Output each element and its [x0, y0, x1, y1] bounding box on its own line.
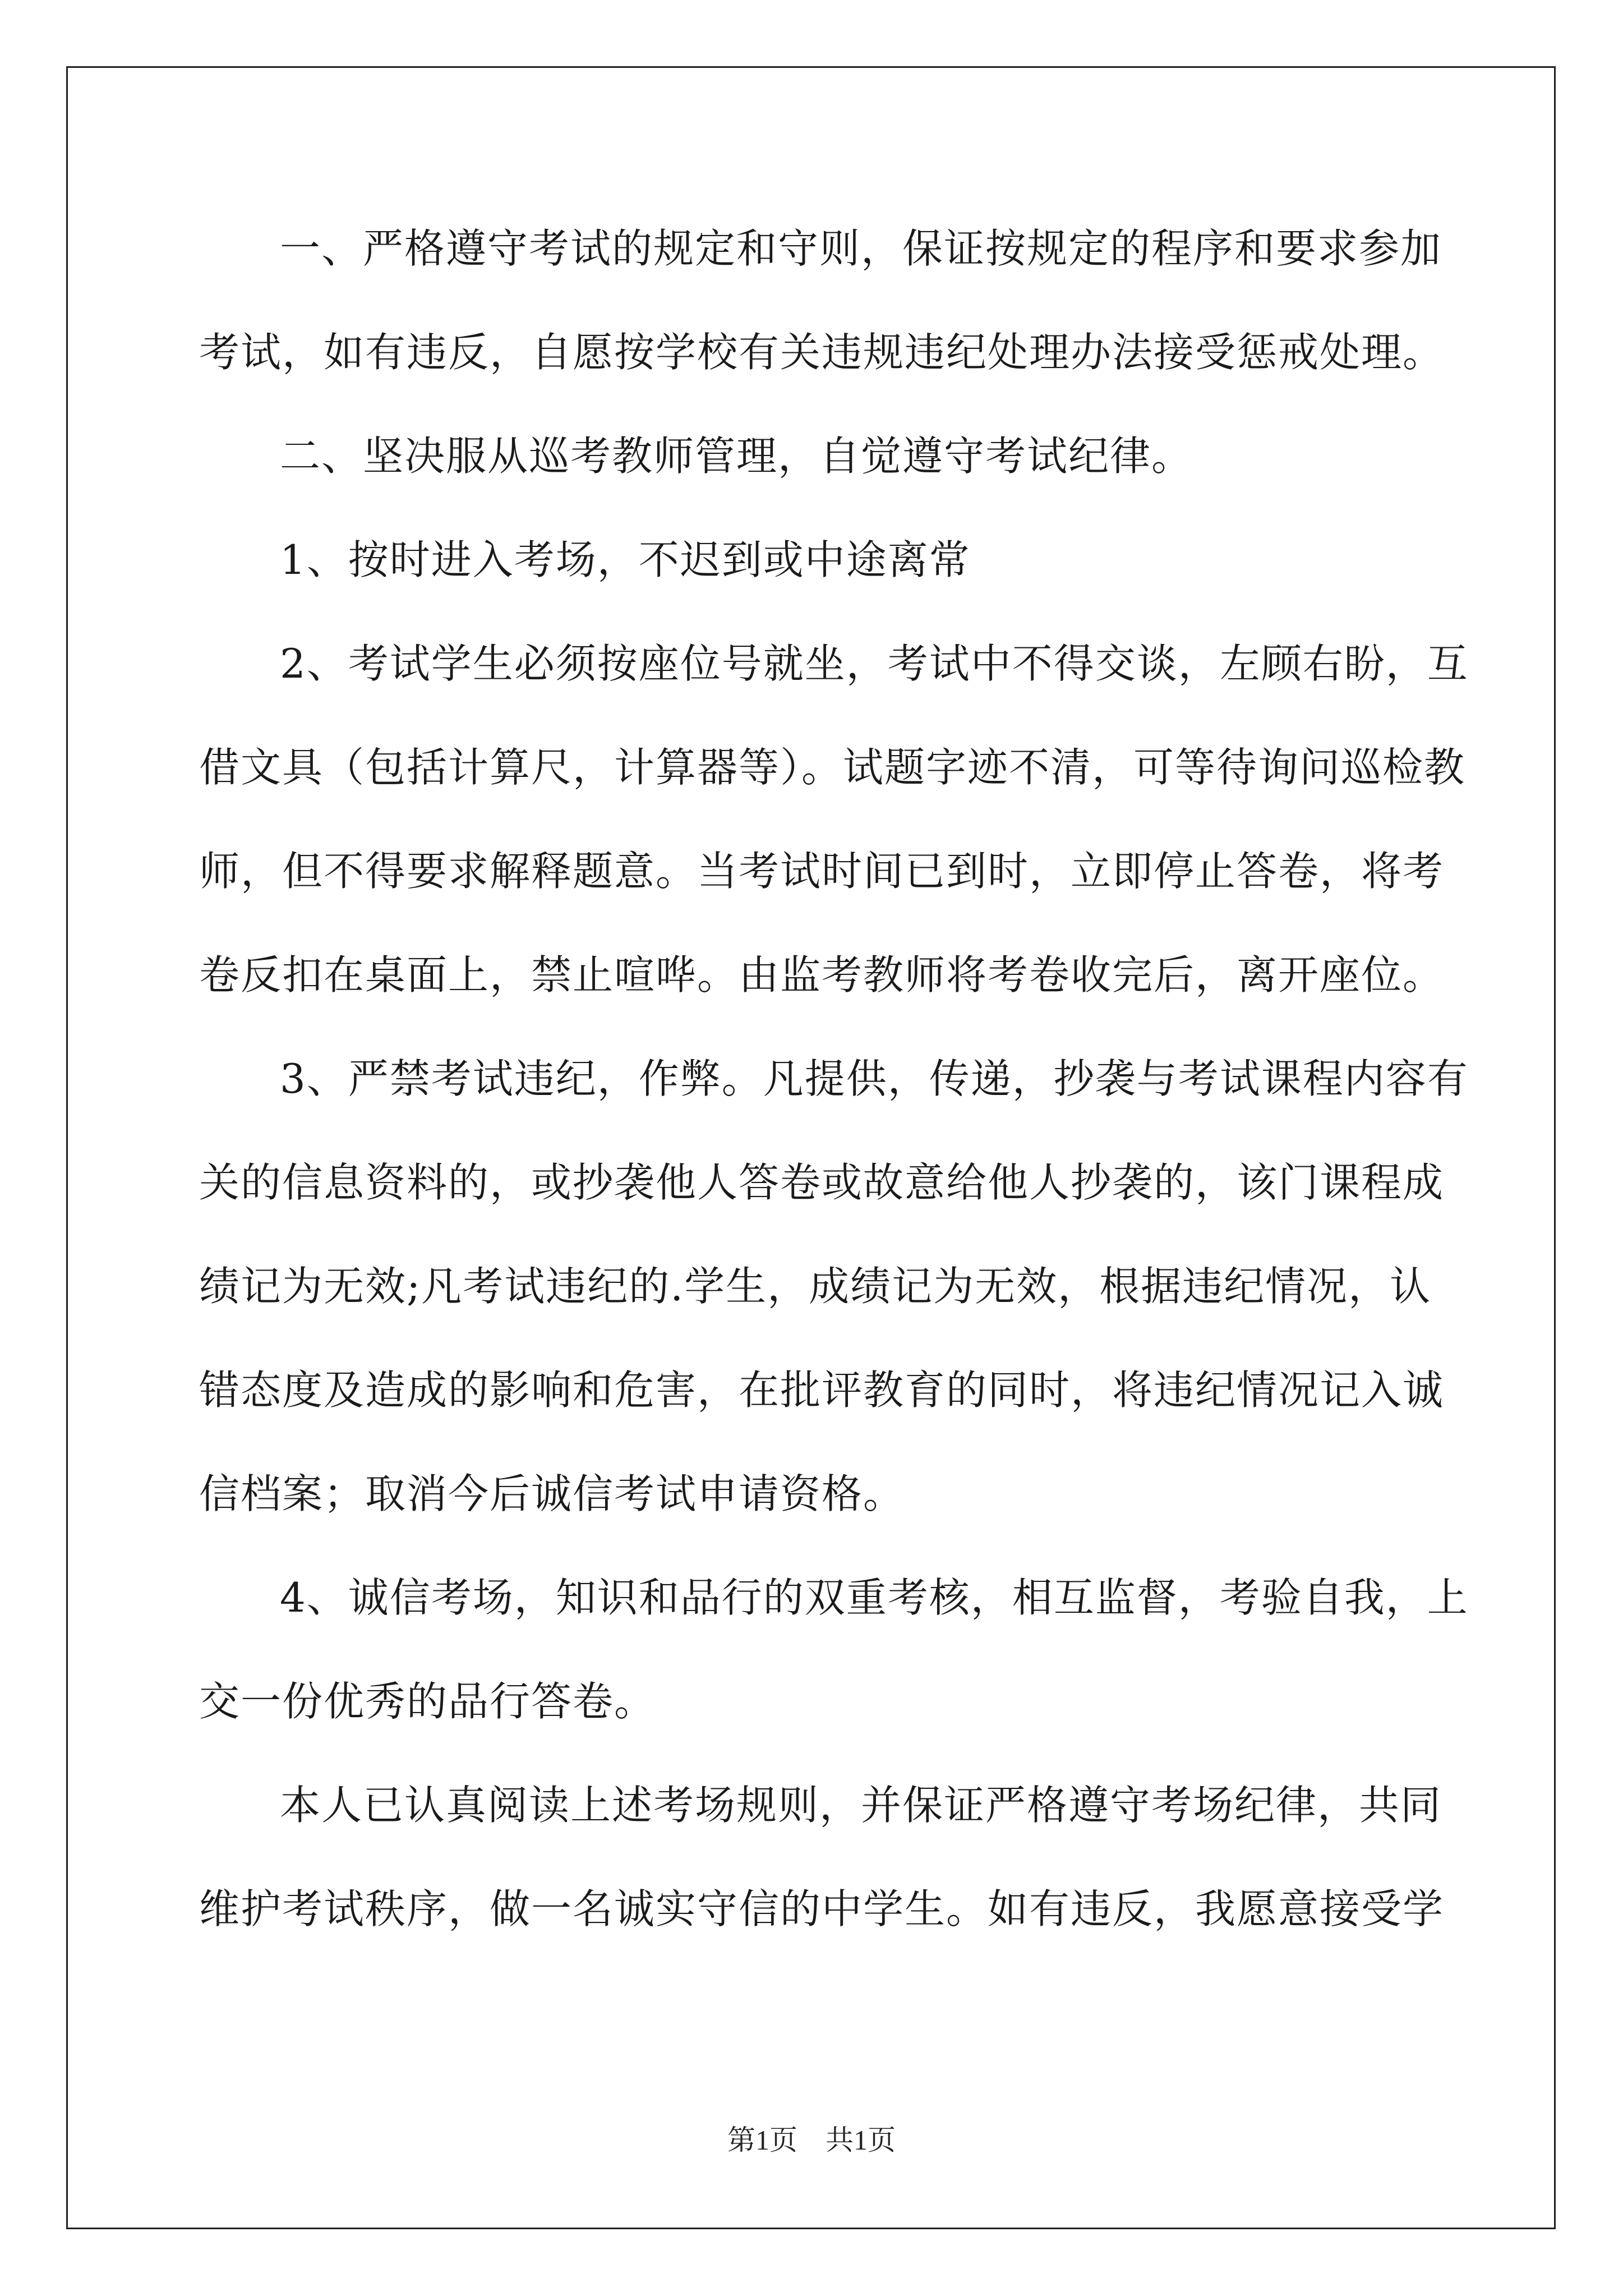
paragraph-line: 错态度及造成的影响和危害，在批评教育的同时，将违纪情况记入诚 [199, 1366, 1445, 1414]
paragraph-line: 二、坚决服从巡考教师管理，自觉遵守考试纪律。 [280, 432, 1193, 480]
paragraph-line: 卷反扣在桌面上，禁止喧哗。由监考教师将考卷收完后，离开座位。 [199, 951, 1445, 999]
paragraph-line: 师，但不得要求解释题意。当考试时间已到时，立即停止答卷，将考 [199, 848, 1445, 895]
page-number-footer: 第1页 共1页 [727, 2124, 896, 2156]
paragraph-line: 绩记为无效;凡考试违纪的.学生，成绩记为无效，根据违纪情况，认 [199, 1263, 1432, 1310]
paragraph-line: 维护考试秩序，做一名诚实守信的中学生。如有违反，我愿意接受学 [199, 1885, 1445, 1932]
document-body [199, 212, 1469, 1976]
paragraph-line: 关的信息资料的，或抄袭他人答卷或故意给他人抄袭的，该门课程成 [199, 1159, 1445, 1206]
paragraph-line: 交一份优秀的品行答卷。 [199, 1678, 656, 1725]
paragraph-line: 1、按时进入考场，不迟到或中途离常 [280, 536, 971, 583]
paragraph-line: 2、考试学生必须按座位号就坐，考试中不得交谈，左顾右盼，互 [280, 640, 1469, 687]
paragraph-line: 一、严格遵守考试的规定和守则，保证按规定的程序和要求参加 [280, 225, 1442, 272]
paragraph-line: 3、严禁考试违纪，作弊。凡提供，传递，抄袭与考试课程内容有 [280, 1055, 1469, 1102]
paragraph-line: 信档案；取消今后诚信考试申请资格。 [199, 1470, 905, 1517]
paragraph-line: 借文具（包括计算尺，计算器等）。试题字迹不清，可等待询问巡检教 [199, 744, 1466, 791]
paragraph-line: 本人已认真阅读上述考场规则，并保证严格遵守考场纪律，共同 [280, 1782, 1442, 1829]
paragraph-line: 考试，如有违反，自愿按学校有关违规违纪处理办法接受惩戒处理。 [199, 329, 1445, 376]
paragraph-line: 4、诚信考场，知识和品行的双重考核，相互监督，考验自我，上 [280, 1574, 1469, 1621]
